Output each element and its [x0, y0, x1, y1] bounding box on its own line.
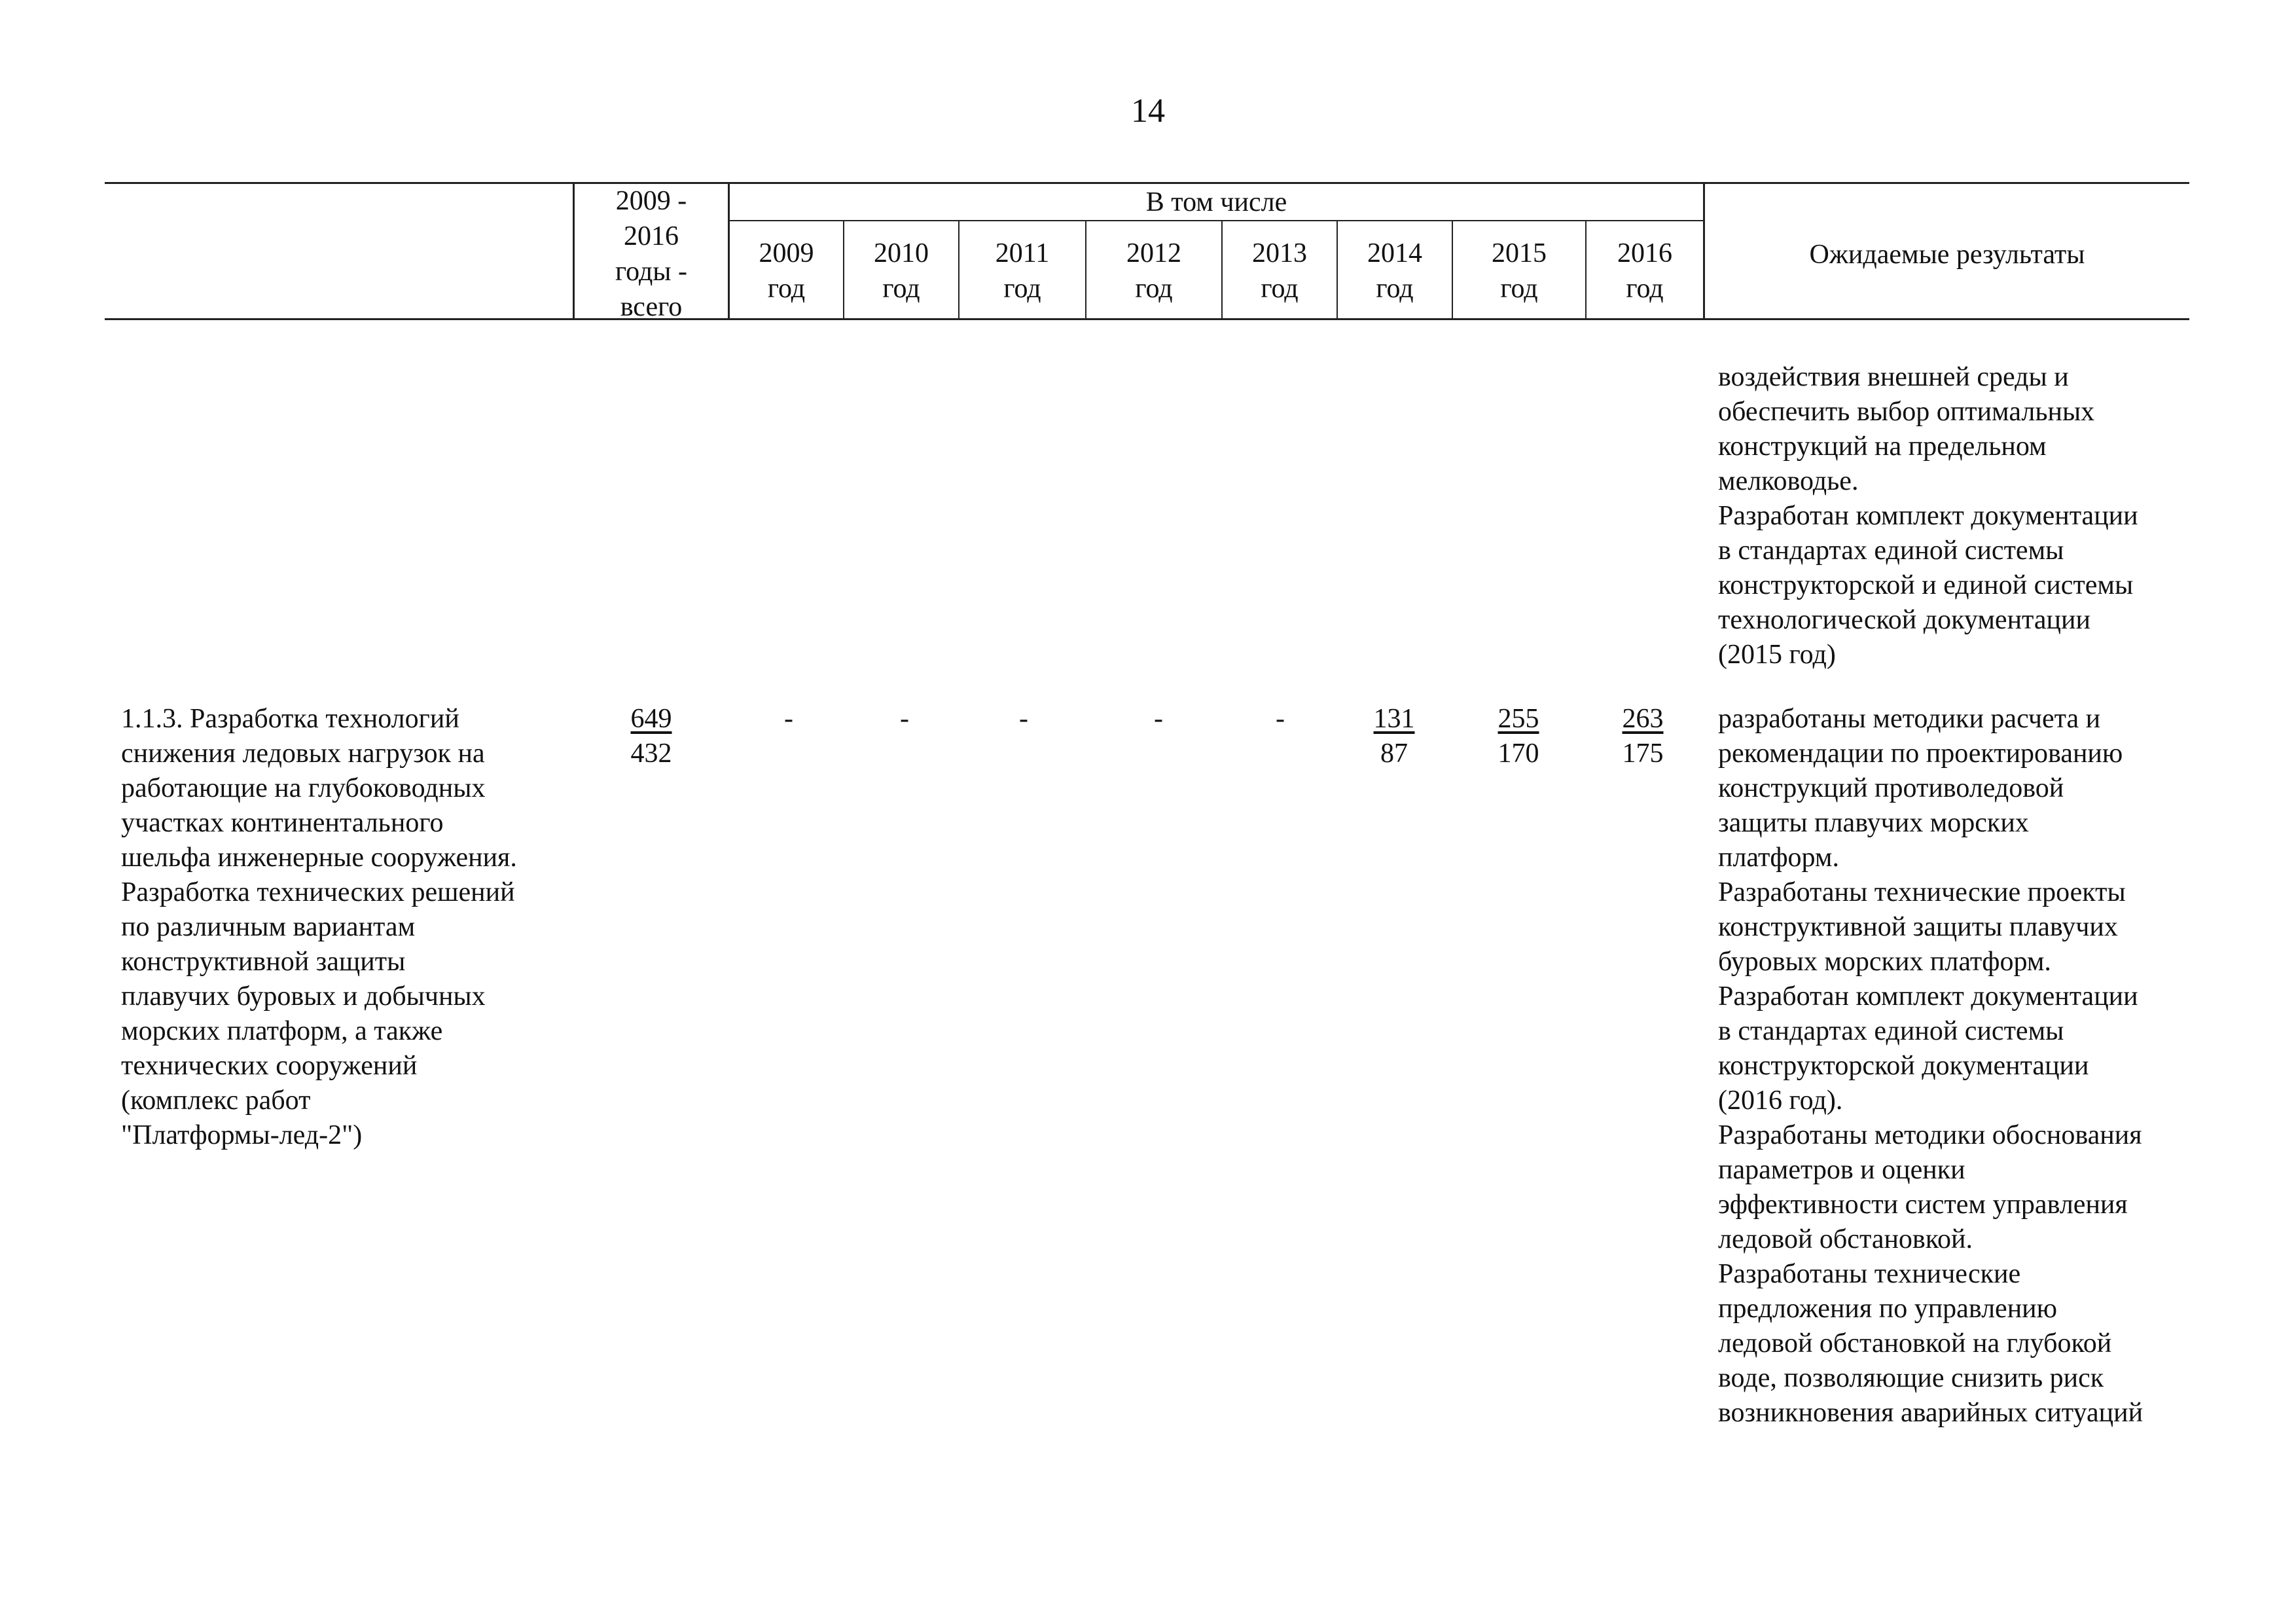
table-top-rule — [105, 182, 2189, 184]
header-year-2009: 2009 год — [759, 238, 814, 304]
row-results: разработаны методики расчета и рекомендации по проектированию конструкций противоледовой защиты плавучих морских платформ. Разработаны технические проекты конструктивной защиты плавучих буровых морских платформ. Разработан комплект документации в стандартах единой системы конструкторской документации (2016 год). Разработаны методики обоснования параметров и оценки эффективности систем управления ледовой обстановкой. Разработаны технические предложения по управлению ледовой обстановкой на глубокой воде, позволяющие снизить риск возникновения аварийных ситуаций — [1718, 704, 2144, 1428]
header-year-2015: 2015 год — [1492, 238, 1547, 304]
subheader-rule — [728, 220, 1703, 221]
header-total-col: 2009 - 2016 годы - всего — [615, 186, 688, 322]
value-2010: - — [900, 704, 909, 734]
value-2013: - — [1276, 704, 1285, 734]
page-number: 14 — [1131, 92, 1165, 130]
header-year-2014: 2014 год — [1367, 238, 1422, 304]
value-2009: - — [784, 704, 793, 734]
value-2014: 131 87 — [1373, 704, 1415, 769]
value-2016: 263 175 — [1622, 704, 1664, 769]
value-2012: - — [1154, 704, 1163, 734]
header-year-2012: 2012 год — [1126, 238, 1181, 304]
header-year-2011: 2011 год — [995, 238, 1050, 304]
continuation-results: воздействия внешней среды и обеспечить выбор оптимальных конструкций на предельном мелководье. Разработан комплект документации в стандартах единой системы конструкторской и единой системы технологической документации (2015 год) — [1718, 362, 2138, 670]
header-year-2013: 2013 год — [1252, 238, 1307, 304]
value-2015: 255 170 — [1498, 704, 1539, 769]
header-group-label: В том числе — [1145, 187, 1287, 217]
total-value: 649 432 — [630, 704, 672, 769]
header-year-2010: 2010 год — [874, 238, 929, 304]
value-2011: - — [1019, 704, 1028, 734]
header-results-col: Ожидаемые результаты — [1809, 240, 2085, 270]
row-title: 1.1.3. Разработка технологий снижения ледовых нагрузок на работающие на глубоководных участках континентального шельфа инженерные сооружения. Разработка технических решений по различным вариантам конструктивной защиты плавучих буровых и добычных морских платформ, а также технических сооружений (комплекс работ "Платформы-лед-2") — [121, 704, 517, 1150]
table-header-bottom-rule — [105, 318, 2189, 320]
header-year-2016: 2016 год — [1617, 238, 1672, 304]
